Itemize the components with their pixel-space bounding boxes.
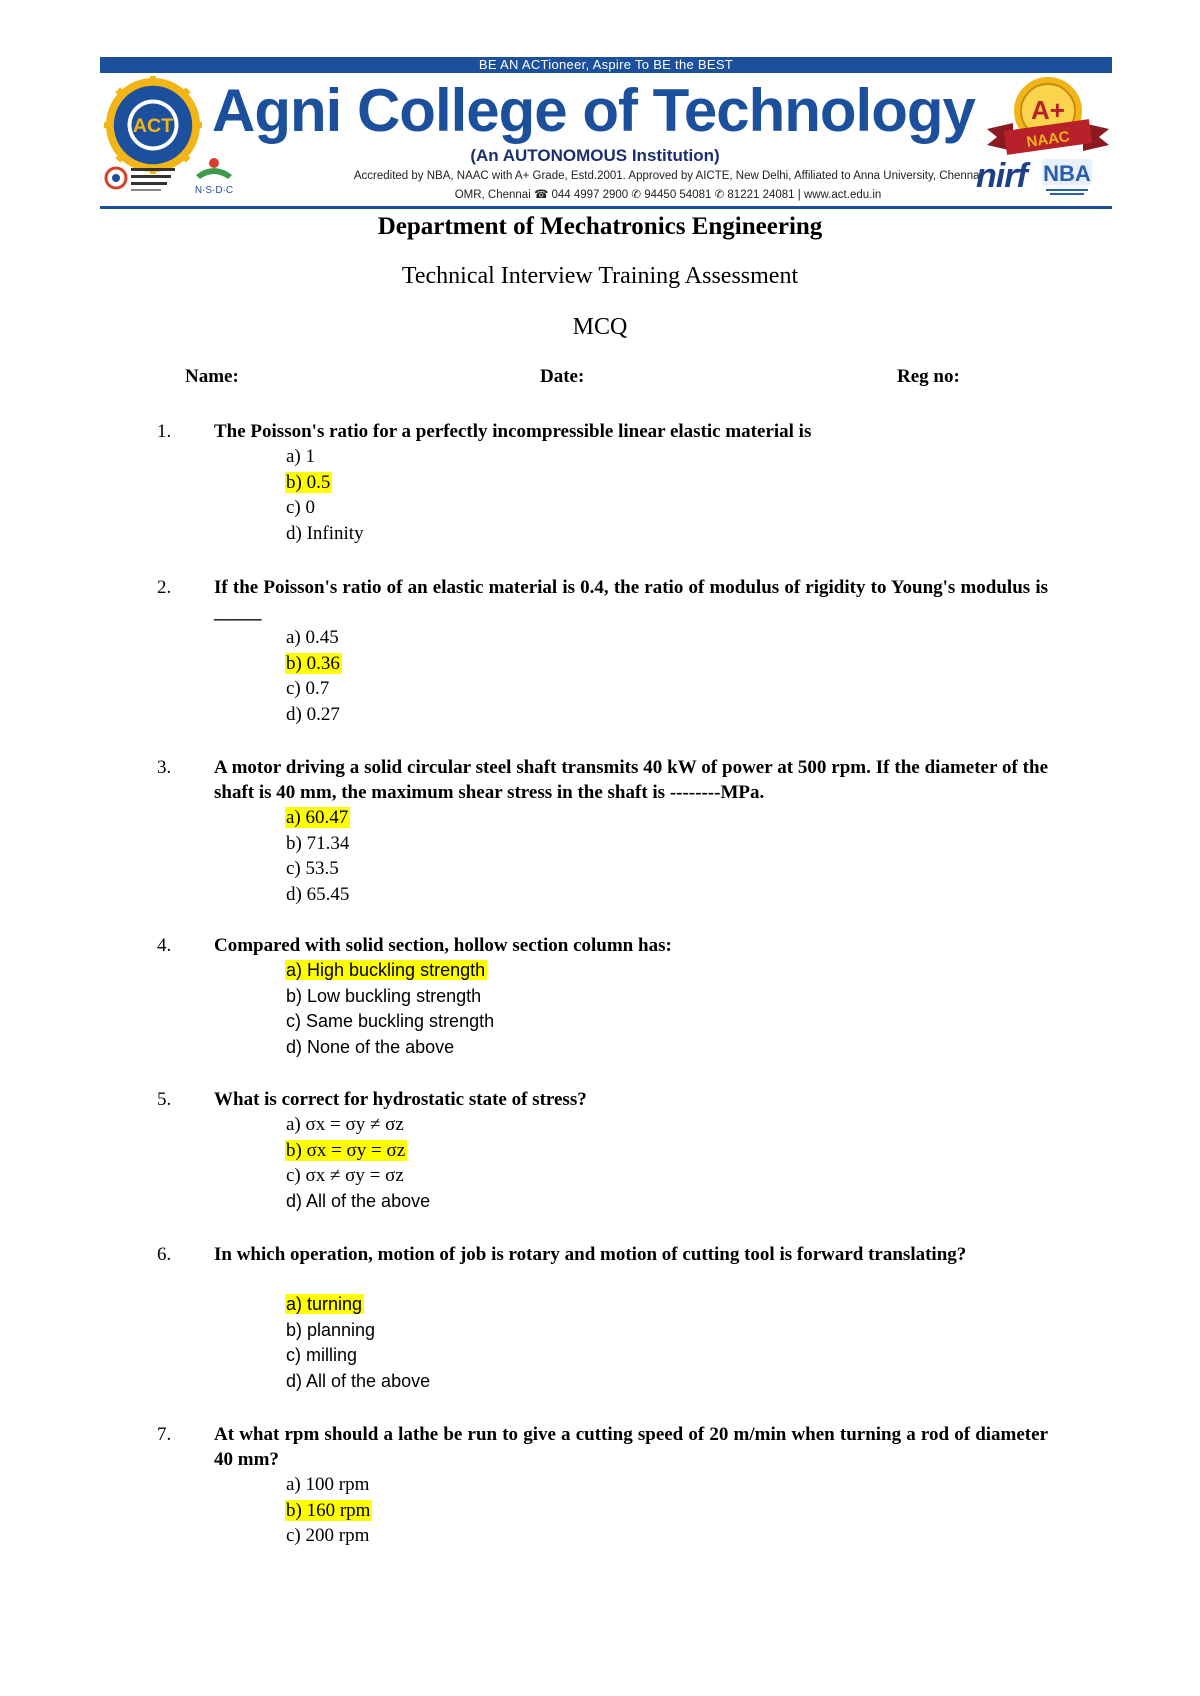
option-d: d) All of the above <box>286 1370 431 1391</box>
nba-label: NBA <box>1043 161 1091 186</box>
question-text: A motor driving a solid circular steel shaft transmits 40 kW of power at 500 rpm. If the diameter of the shaft is 40 mm, the maximum shear stress in the shaft is --------MPa. <box>214 757 1048 803</box>
question-text: The Poisson's ratio for a perfectly incompressible linear elastic material is <box>214 421 812 442</box>
question-text: What is correct for hydrostatic state of stress? <box>214 1089 587 1110</box>
options-list <box>285 1292 432 1394</box>
question-text: If the Poisson's ratio of an elastic material is 0.4, the ratio of modulus of rigidity to Young's modulus is _____ <box>214 577 1048 623</box>
autonomous-label: (An AUTONOMOUS Institution) <box>470 146 720 165</box>
nirf-logo: nirf <box>976 157 1027 195</box>
question-text: Compared with solid section, hollow section column has: <box>214 935 672 956</box>
accreditation-line: Accredited by NBA, NAAC with A+ Grade, Estd.2001. Approved by AICTE, New Delhi, Affiliated to Anna University, Chennai <box>353 170 983 182</box>
nsdc-label: N·S·D·C <box>194 185 234 196</box>
option-a-correct: a) High buckling strength <box>286 960 486 980</box>
date-label: Date: <box>540 366 585 387</box>
option-a: a) σx = σy ≠ σz <box>286 1114 404 1135</box>
regno-label: Reg no: <box>897 366 960 387</box>
act-logo-text: ACT <box>132 114 174 137</box>
question-number: 4. <box>157 935 172 956</box>
naac-label: NAAC <box>1025 128 1071 151</box>
option-a-correct: a) 60.47 <box>286 807 349 828</box>
department-title: Department of Mechatronics Engineering <box>377 213 823 240</box>
header-divider <box>100 206 1112 209</box>
tagline-banner: BE AN ACTioneer, Aspire To BE the BEST <box>100 57 1112 73</box>
mcq-title: MCQ <box>572 314 628 340</box>
option-d: d) None of the above <box>286 1036 455 1057</box>
option-c: c) 200 rpm <box>286 1525 370 1546</box>
option-c: c) 53.5 <box>286 858 339 879</box>
option-b-correct: b) 0.36 <box>286 652 340 674</box>
option-a-correct: a) turning <box>286 1294 363 1314</box>
naac-badge <box>983 73 1113 163</box>
options-list <box>285 1112 432 1214</box>
nsdc-logo <box>186 155 242 197</box>
question-number: 1. <box>157 421 172 442</box>
option-c: c) 0.7 <box>286 678 330 699</box>
option-a: a) 0.45 <box>286 627 339 648</box>
options-list <box>285 958 496 1060</box>
options-list <box>285 625 342 727</box>
option-b-correct: b) σx = σy = σz <box>286 1139 406 1161</box>
assessment-title: Technical Interview Training Assessment <box>401 263 799 289</box>
option-d: d) 0.27 <box>286 703 340 725</box>
option-a: a) 100 rpm <box>286 1474 370 1495</box>
question-number: 5. <box>157 1089 172 1110</box>
options-list <box>285 444 366 546</box>
question-number: 2. <box>157 577 172 598</box>
question-text: At what rpm should a lathe be run to give a cutting speed of 20 m/min when turning a rod of diameter 40 mm? <box>214 1424 1048 1470</box>
option-b: b) Low buckling strength <box>286 985 482 1006</box>
option-c: c) Same buckling strength <box>286 1011 495 1031</box>
question-number: 3. <box>157 757 172 778</box>
options-list <box>285 805 351 907</box>
question-number: 6. <box>157 1244 172 1265</box>
option-b: b) planning <box>286 1319 376 1340</box>
name-label: Name: <box>185 366 239 387</box>
option-d: d) Infinity <box>286 522 364 544</box>
address-line: OMR, Chennai ☎ 044 4997 2900 ✆ 94450 54081 ✆ 81221 24081 | www.act.edu.in <box>454 189 882 201</box>
option-a: a) 1 <box>286 446 316 467</box>
option-b-correct: b) 160 rpm <box>286 1499 371 1521</box>
question-text: In which operation, motion of job is rotary and motion of cutting tool is forward translating? <box>214 1244 967 1265</box>
option-d: d) 65.45 <box>286 883 350 905</box>
option-c: c) σx ≠ σy = σz <box>286 1165 404 1186</box>
option-c: c) milling <box>286 1345 358 1365</box>
innovation-council-logo <box>104 160 178 196</box>
options-list <box>285 1472 372 1549</box>
option-b-correct: b) 0.5 <box>286 471 331 493</box>
nba-logo <box>1042 159 1092 197</box>
naac-grade: A+ <box>1031 95 1065 125</box>
option-b: b) 71.34 <box>286 832 350 854</box>
college-name: Agni College of Technology <box>212 77 975 144</box>
option-d: d) All of the above <box>286 1190 431 1211</box>
option-c: c) 0 <box>286 497 316 518</box>
letterhead <box>100 57 1112 209</box>
question-number: 7. <box>157 1424 172 1445</box>
